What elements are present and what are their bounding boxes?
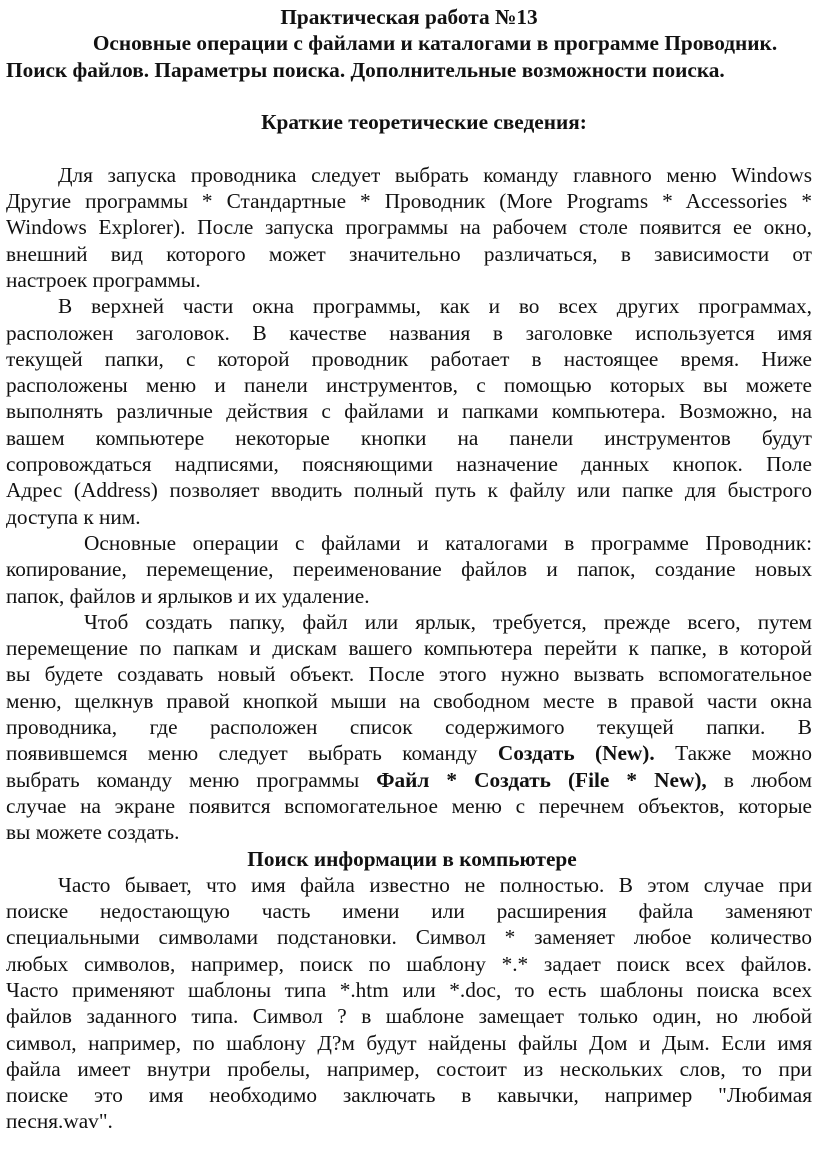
paragraph-line: Другие программы * Стандартные * Проводник (More Programs * Accessories *	[6, 189, 812, 214]
theory-heading: Краткие теоретические сведения:	[261, 110, 587, 135]
document-title: Практическая работа №13	[280, 5, 538, 29]
paragraph-line: внешний вид которого может значительно различаться, в зависимости от	[6, 241, 812, 266]
paragraph-line: любых символов, например, поиск по шаблону *.* задает поиск всех файлов.	[6, 951, 812, 976]
paragraph-line-with-command	[6, 767, 812, 793]
command-create-new: Создать (New).	[497, 741, 655, 766]
paragraph-line: поиске это имя необходимо заключать в кавычки, например "Любимая	[6, 1083, 812, 1108]
paragraph-launch	[6, 162, 812, 293]
paragraph-line: случае на экране появится вспомогательное меню с перечнем объектов, которые	[6, 793, 812, 818]
spacer	[6, 83, 812, 109]
paragraph-operations	[6, 530, 812, 609]
paragraph-line: Для запуска проводника следует выбрать команду главного меню Windows	[58, 162, 812, 187]
paragraph-line: сопровождаться надписями, поясняющими назначение данных кнопок. Поле	[6, 452, 812, 477]
paragraph-line: Часто бывает, что имя файла известно не полностью. В этом случае при	[58, 872, 812, 897]
paragraph-line: Часто применяют шаблоны типа *.htm или *.doc, то есть шаблоны поиска всех	[6, 977, 812, 1002]
paragraph-line: выполнять различные действия с файлами и папками компьютера. Возможно, на	[6, 399, 812, 424]
paragraph-line: меню, щелкнув правой кнопкой мыши на свободном месте в правой части окна	[6, 688, 812, 713]
text-before-command: выбрать команду меню программы	[6, 767, 360, 792]
paragraph-line-with-command	[6, 740, 812, 766]
paragraph-line: доступа к ним.	[6, 504, 141, 529]
paragraph-line: проводника, где расположен список содержимого текущей папки. В	[6, 715, 812, 740]
paragraph-line: файла имеет внутри пробелы, например, состоит из нескольких слов, то при	[6, 1056, 812, 1081]
paragraph-line: расположены меню и панели инструментов, с помощью которых вы можете	[6, 373, 812, 398]
paragraph-line: Windows Explorer). После запуска программы на рабочем столе появится ее окно,	[6, 215, 812, 240]
paragraph-line: копирование, перемещение, переименование файлов и папок, создание новых	[6, 557, 812, 582]
text-after-command: в любом	[723, 767, 812, 792]
paragraph-line: Основные операции с файлами и каталогами в программе Проводник:	[84, 530, 812, 555]
paragraph-line: вы можете создать.	[6, 820, 180, 845]
text-after-command: Также можно	[675, 741, 812, 766]
paragraph-line: файлов заданного типа. Символ ? в шаблоне замещает только один, но любой	[6, 1004, 812, 1029]
spacer	[6, 135, 812, 161]
paragraph-search	[6, 872, 812, 1135]
paragraph-line: В верхней части окна программы, как и во всех других программах,	[58, 294, 812, 319]
paragraph-line: Чтоб создать папку, файл или ярлык, требуется, прежде всего, путем	[84, 609, 812, 634]
document-subtitle-line-1: Основные операции с файлами и каталогами в программе Проводник.	[92, 31, 778, 56]
paragraph-line: перемещение по папкам и дискам вашего компьютера перейти к папке, в которой	[6, 636, 812, 661]
paragraph-line: папок, файлов и ярлыков и их удаление.	[6, 583, 370, 608]
text-before-command: появившемся меню следует выбрать команду	[6, 741, 478, 766]
document-subtitle-line-2: Поиск файлов. Параметры поиска. Дополнительные возможности поиска.	[6, 57, 725, 82]
paragraph-line: символ, например, по шаблону Д?м будут найдены файлы Дом и Дым. Если имя	[6, 1030, 812, 1055]
paragraph-line: специальными символами подстановки. Символ * заменяет любое количество	[6, 925, 812, 950]
paragraph-line: расположен заголовок. В качестве названия в заголовке используется имя	[6, 320, 812, 345]
paragraph-line: вы будете создавать новый объект. После этого нужно вызвать вспомогательное	[6, 662, 812, 687]
paragraph-line: песня.wav".	[6, 1109, 113, 1134]
paragraph-line: вашем компьютере некоторые кнопки на панели инструментов будут	[6, 425, 812, 450]
paragraph-create	[6, 609, 812, 846]
paragraph-line: поиске недостающую часть имени или расширения файла заменяют	[6, 899, 812, 924]
paragraph-line: настроек программы.	[6, 267, 201, 292]
paragraph-line: Адрес (Address) позволяет вводить полный путь к файлу или папке для быстрого	[6, 478, 812, 503]
paragraph-window	[6, 293, 812, 530]
search-heading: Поиск информации в компьютере	[247, 846, 577, 871]
paragraph-line: текущей папки, с которой проводник работает в настоящее время. Ниже	[6, 346, 812, 371]
command-file-create-new: Файл * Создать (File * New),	[376, 767, 707, 792]
